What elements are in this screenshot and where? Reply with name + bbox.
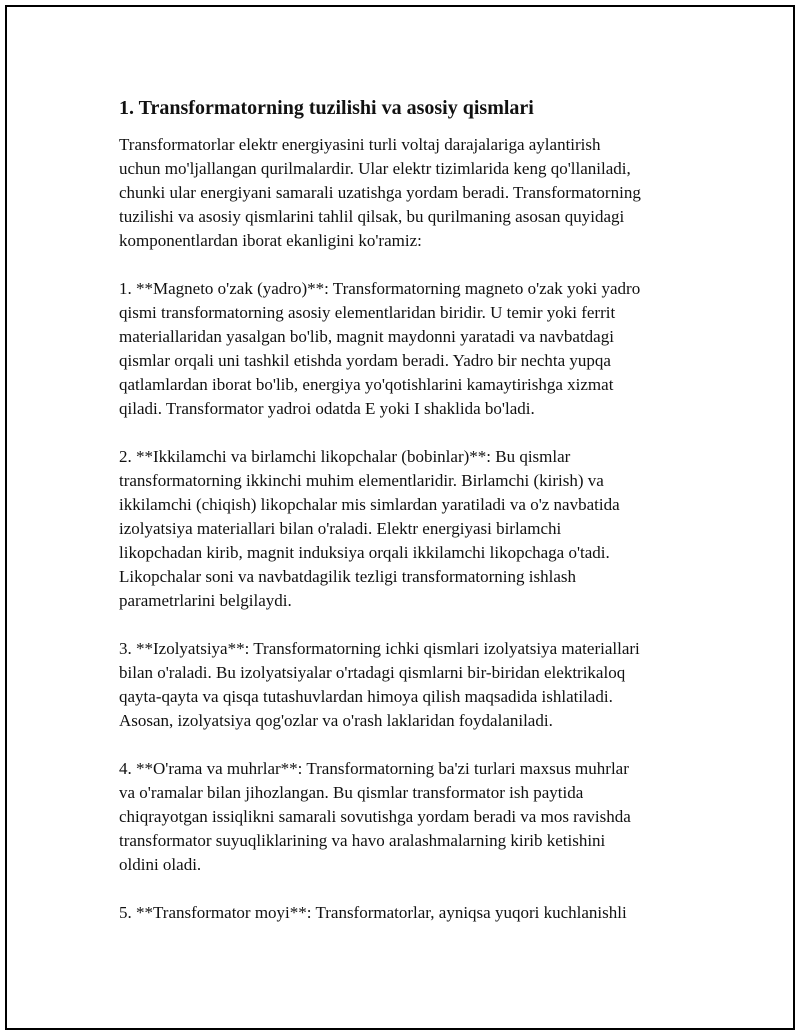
text-line: ikkilamchi (chiqish) likopchalar mis simlardan yaratiladi va o'z navbatida [119,495,620,514]
paragraph-intro [119,133,719,253]
document-title: 1. Transformatorning tuzilishi va asosiy qismlari [119,97,534,119]
paragraph-oil [119,901,719,925]
text-line: materiallaridan yasalgan bo'lib, magnit maydonni yaratadi va navbatdagi [119,327,614,346]
text-line: 4. **O'rama va muhrlar**: Transformatorning ba'zi turlari maxsus muhrlar [119,759,629,778]
text-line: qayta-qayta va qisqa tutashuvlardan himoya qilish maqsadida ishlatiladi. [119,687,613,706]
text-line: izolyatsiya materiallari bilan o'raladi. Elektr energiyasi birlamchi [119,519,562,538]
text-line: oldini oladi. [119,855,202,874]
text-line: komponentlardan iborat ekanligini ko'ramiz: [119,231,422,250]
text-line: chunki ular energiyani samarali uzatishga yordam beradi. Transformatorning [119,183,641,202]
text-line: transformator suyuqliklarining va havo aralashmalarning kirib ketishini [119,831,606,850]
text-line: 2. **Ikkilamchi va birlamchi likopchalar (bobinlar)**: Bu qismlar [119,447,571,466]
text-line: 1. **Magneto o'zak (yadro)**: Transformatorning magneto o'zak yoki yadro [119,279,641,298]
paragraph-insulation [119,637,719,733]
paragraph-windings [119,445,719,613]
text-line: bilan o'raladi. Bu izolyatsiyalar o'rtadagi qismlarni bir-biridan elektrikaloq [119,663,626,682]
text-line: uchun mo'ljallangan qurilmalardir. Ular elektr tizimlarida keng qo'llaniladi, [119,159,631,178]
text-line: Likopchalar soni va navbatdagilik tezligi transformatorning ishlash [119,567,576,586]
text-line: qismi transformatorning asosiy elementlaridan biridir. U temir yoki ferrit [119,303,616,322]
paragraph-seals [119,757,719,877]
text-line: qatlamlardan iborat bo'lib, energiya yo'qotishlarini kamaytirishga xizmat [119,375,614,394]
text-line: Transformatorlar elektr energiyasini turli voltaj darajalariga aylantirish [119,135,601,154]
text-line: 3. **Izolyatsiya**: Transformatorning ichki qismlari izolyatsiya materiallari [119,639,640,658]
text-line: va o'ramalar bilan jihozlangan. Bu qismlar transformator ish paytida [119,783,584,802]
text-line: transformatorning ikkinchi muhim elementlaridir. Birlamchi (kirish) va [119,471,604,490]
text-line: chiqrayotgan issiqlikni samarali sovutishga yordam beradi va mos ravishda [119,807,631,826]
document-body [119,95,719,949]
text-line: likopchadan kirib, magnit induksiya orqali ikkilamchi likopchaga o'tadi. [119,543,610,562]
text-line: 5. **Transformator moyi**: Transformatorlar, ayniqsa yuqori kuchlanishli [119,903,627,922]
text-line: parametrlarini belgilaydi. [119,591,292,610]
text-line: qiladi. Transformator yadroi odatda E yoki I shaklida bo'ladi. [119,399,535,418]
document-page [5,5,795,1030]
text-line: tuzilishi va asosiy qismlarini tahlil qilsak, bu qurilmaning asosan quyidagi [119,207,625,226]
paragraph-core [119,277,719,421]
text-line: qismlar orqali uni tashkil etishda yordam beradi. Yadro bir nechta yupqa [119,351,611,370]
text-line: Asosan, izolyatsiya qog'ozlar va o'rash laklaridan foydalaniladi. [119,711,553,730]
